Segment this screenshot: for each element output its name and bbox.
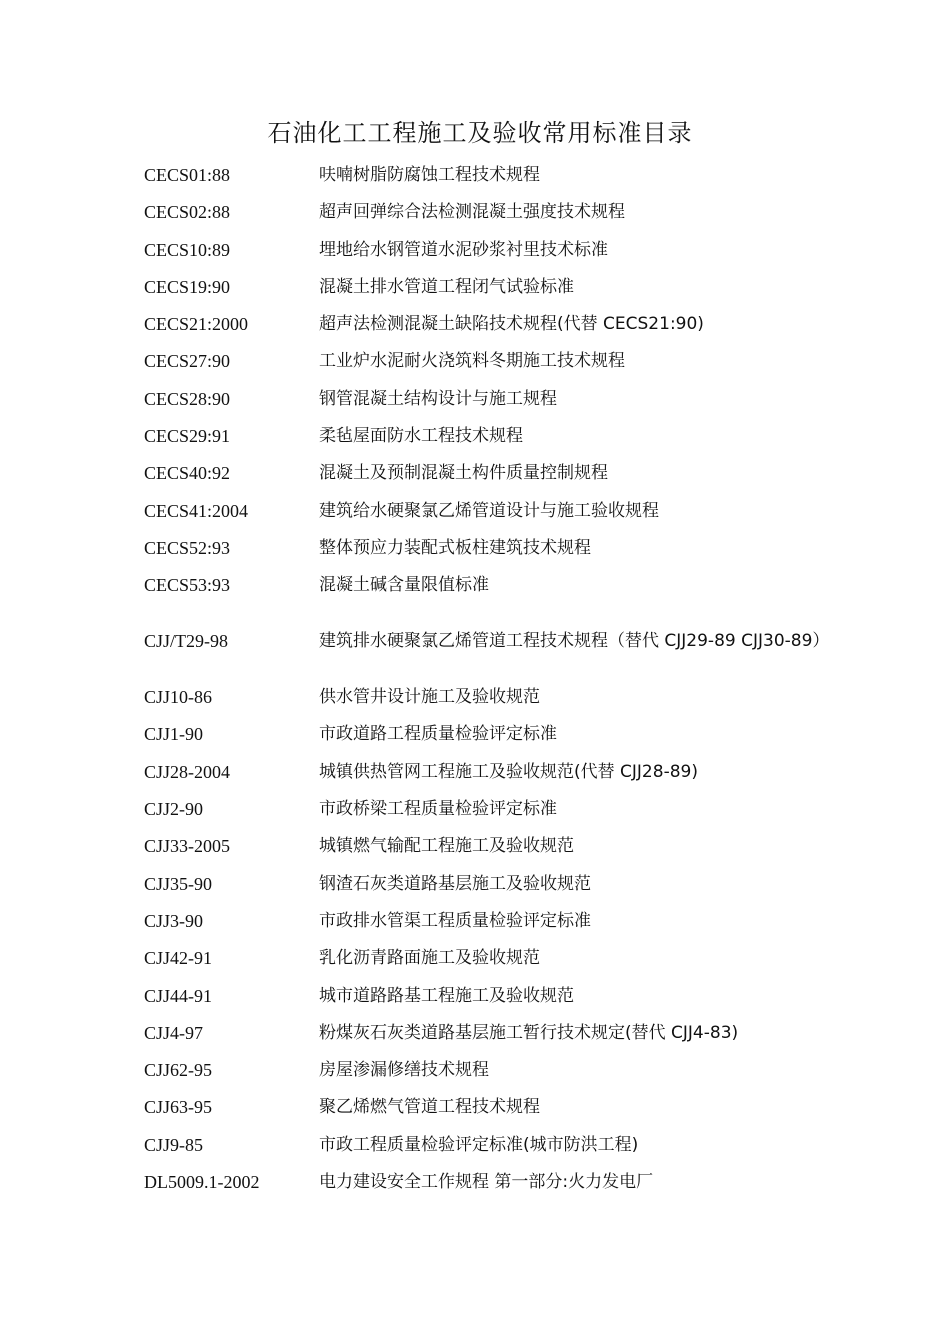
standard-name: 建筑排水硬聚氯乙烯管道工程技术规程（替代 CJJ29-89 CJJ30-89）: [319, 631, 830, 652]
standard-name: 超声回弹综合法检测混凝土强度技术规程: [319, 202, 625, 223]
standard-name: 城镇燃气输配工程施工及验收规范: [319, 836, 574, 857]
list-item: [144, 1052, 834, 1089]
standard-name: 城镇供热管网工程施工及验收规范(代替 CJJ28-89): [319, 761, 698, 782]
standard-code: CJJ10-86: [144, 687, 213, 708]
standard-code: DL5009.1-2002: [144, 1172, 260, 1193]
standard-code: CJJ1-90: [144, 724, 204, 745]
standard-name: 钢渣石灰类道路基层施工及验收规范: [319, 873, 591, 894]
list-item: [144, 605, 834, 680]
list-item: [144, 567, 834, 604]
standard-code: CJJ9-85: [144, 1134, 204, 1155]
standard-code: CJJ/T29-98: [144, 631, 229, 652]
standard-code: CECS28:90: [144, 388, 231, 409]
list-item: [144, 828, 834, 865]
standard-code: CECS29:91: [144, 426, 231, 447]
standard-name: 呋喃树脂防腐蚀工程技术规程: [319, 165, 540, 185]
standard-code: CECS19:90: [144, 276, 231, 297]
standard-name: 建筑给水硬聚氯乙烯管道设计与施工验收规程: [319, 500, 659, 521]
list-item: [144, 1015, 834, 1052]
list-item: [144, 940, 834, 977]
standard-name: 市政道路工程质量检验评定标准: [319, 724, 557, 745]
standard-code: CJJ33-2005: [144, 836, 231, 857]
standard-name: 超声法检测混凝土缺陷技术规程(代替 CECS21:90): [319, 314, 704, 335]
list-item: [144, 381, 834, 418]
list-item: [144, 157, 834, 194]
standard-code: CECS53:93: [144, 575, 231, 596]
standard-name: 混凝土及预制混凝土构件质量控制规程: [319, 463, 608, 484]
standard-name: 柔毡屋面防水工程技术规程: [319, 426, 523, 447]
standard-name: 市政排水管渠工程质量检验评定标准: [319, 910, 591, 931]
list-item: [144, 493, 834, 530]
document-title: 石油化工工程施工及验收常用标准目录: [267, 119, 693, 147]
standard-code: CJJ62-95: [144, 1060, 213, 1081]
list-item: [144, 716, 834, 753]
list-item: [144, 791, 834, 828]
standard-code: CJJ35-90: [144, 873, 213, 894]
list-item: [144, 455, 834, 492]
standard-name: 钢管混凝土结构设计与施工规程: [319, 388, 557, 409]
standard-name: 电力建设安全工作规程 第一部分:火力发电厂: [319, 1172, 654, 1193]
list-item: [144, 1164, 834, 1201]
standard-name: 埋地给水钢管道水泥砂浆衬里技术标准: [319, 239, 608, 260]
standard-code: CJJ63-95: [144, 1097, 213, 1118]
list-item: [144, 1127, 834, 1164]
standard-code: CECS41:2004: [144, 500, 249, 521]
list-item: [144, 269, 834, 306]
standard-name: 混凝土碱含量限值标准: [319, 575, 489, 596]
standard-code: CJJ44-91: [144, 985, 213, 1006]
standard-code: CECS40:92: [144, 463, 231, 484]
list-item: [144, 754, 834, 791]
standard-code: CECS10:89: [144, 239, 231, 260]
list-item: [144, 978, 834, 1015]
standard-code: CJJ2-90: [144, 799, 204, 820]
list-item: [144, 418, 834, 455]
standard-name: 聚乙烯燃气管道工程技术规程: [319, 1097, 540, 1118]
standard-code: CECS01:88: [144, 165, 231, 185]
standard-name: 混凝土排水管道工程闭气试验标准: [319, 276, 574, 297]
standard-code: CJJ42-91: [144, 948, 213, 969]
list-item: [144, 866, 834, 903]
standard-name: 市政桥梁工程质量检验评定标准: [319, 799, 557, 820]
standard-name: 供水管井设计施工及验收规范: [319, 687, 540, 708]
standard-name: 乳化沥青路面施工及验收规范: [319, 948, 540, 969]
standards-list: [144, 157, 834, 1201]
standard-code: CECS02:88: [144, 202, 231, 223]
standard-code: CECS27:90: [144, 351, 231, 372]
standard-name: 市政工程质量检验评定标准(城市防洪工程): [319, 1134, 639, 1155]
standard-code: CJJ4-97: [144, 1022, 204, 1043]
standard-name: 粉煤灰石灰类道路基层施工暂行技术规定(替代 CJJ4-83): [319, 1022, 739, 1043]
list-item: [144, 306, 834, 343]
standard-code: CJJ28-2004: [144, 761, 231, 782]
standard-name: 城市道路路基工程施工及验收规范: [319, 985, 574, 1006]
standard-name: 房屋渗漏修缮技术规程: [319, 1060, 489, 1081]
list-item: [144, 679, 834, 716]
standard-code: CECS52:93: [144, 537, 231, 558]
standard-name: 工业炉水泥耐火浇筑料冬期施工技术规程: [319, 351, 625, 372]
list-item: [144, 530, 834, 567]
list-item: [144, 903, 834, 940]
standard-code: CECS21:2000: [144, 314, 249, 335]
list-item: [144, 232, 834, 269]
list-item: [144, 194, 834, 231]
list-item: [144, 343, 834, 380]
standard-name: 整体预应力装配式板柱建筑技术规程: [319, 537, 591, 558]
list-item: [144, 1089, 834, 1126]
standard-code: CJJ3-90: [144, 910, 204, 931]
